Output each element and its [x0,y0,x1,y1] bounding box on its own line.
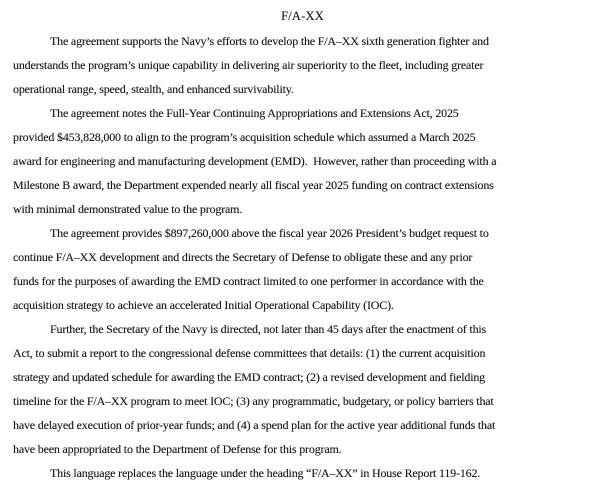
text-line: understands the program’s unique capability in delivering air superiority to the fleet, including greater [13,58,484,72]
text-line: have delayed execution of prior-year funds; and (4) a spend plan for the active year additional funds that [13,418,496,432]
text-line: continue F/A–XX development and directs the Secretary of Defense to obligate these and any prior [13,250,473,264]
paragraph [13,101,592,221]
text-line: award for engineering and manufacturing development (EMD). However, rather than proceeding with a [13,154,497,168]
text-line: operational range, speed, stealth, and enhanced survivability. [13,82,294,96]
text-line: acquisition strategy to achieve an accelerated Initial Operational Capability (IOC). [13,298,394,312]
text-line: The agreement notes the Full-Year Continuing Appropriations and Extensions Act, 2025 [50,106,459,120]
page-title: F/A-XX [281,9,324,23]
text-line: This language replaces the language under the heading “F/A–XX” in House Report 119-162. [50,466,481,480]
text-line: strategy and updated schedule for awarding the EMD contract; (2) a revised development and fielding [13,370,486,384]
text-line: The agreement provides $897,260,000 above the fiscal year 2026 President’s budget request to [50,226,489,240]
text-line: funds for the purposes of awarding the EMD contract limited to one performer in accordance with the [13,274,484,288]
text-line: provided $453,828,000 to align to the program’s acquisition schedule which assumed a March 2025 [13,130,476,144]
text-line: Further, the Secretary of the Navy is directed, not later than 45 days after the enactment of this [50,322,487,336]
paragraph [13,317,592,461]
text-line: have been appropriated to the Department of Defense for this program. [13,442,342,456]
paragraph [13,29,592,101]
text-line: Act, to submit a report to the congressional defense committees that details: (1) the current acquisition [13,346,486,360]
text-line: timeline for the F/A–XX program to meet IOC; (3) any programmatic, budgetary, or policy barriers that [13,394,494,408]
paragraph [13,461,592,485]
text-line: The agreement supports the Navy’s efforts to develop the F/A–XX sixth generation fighter and [50,34,489,48]
text-line: with minimal demonstrated value to the program. [13,202,243,216]
text-line: Milestone B award, the Department expended nearly all fiscal year 2025 funding on contract extensions [13,178,494,192]
paragraph [13,221,592,317]
